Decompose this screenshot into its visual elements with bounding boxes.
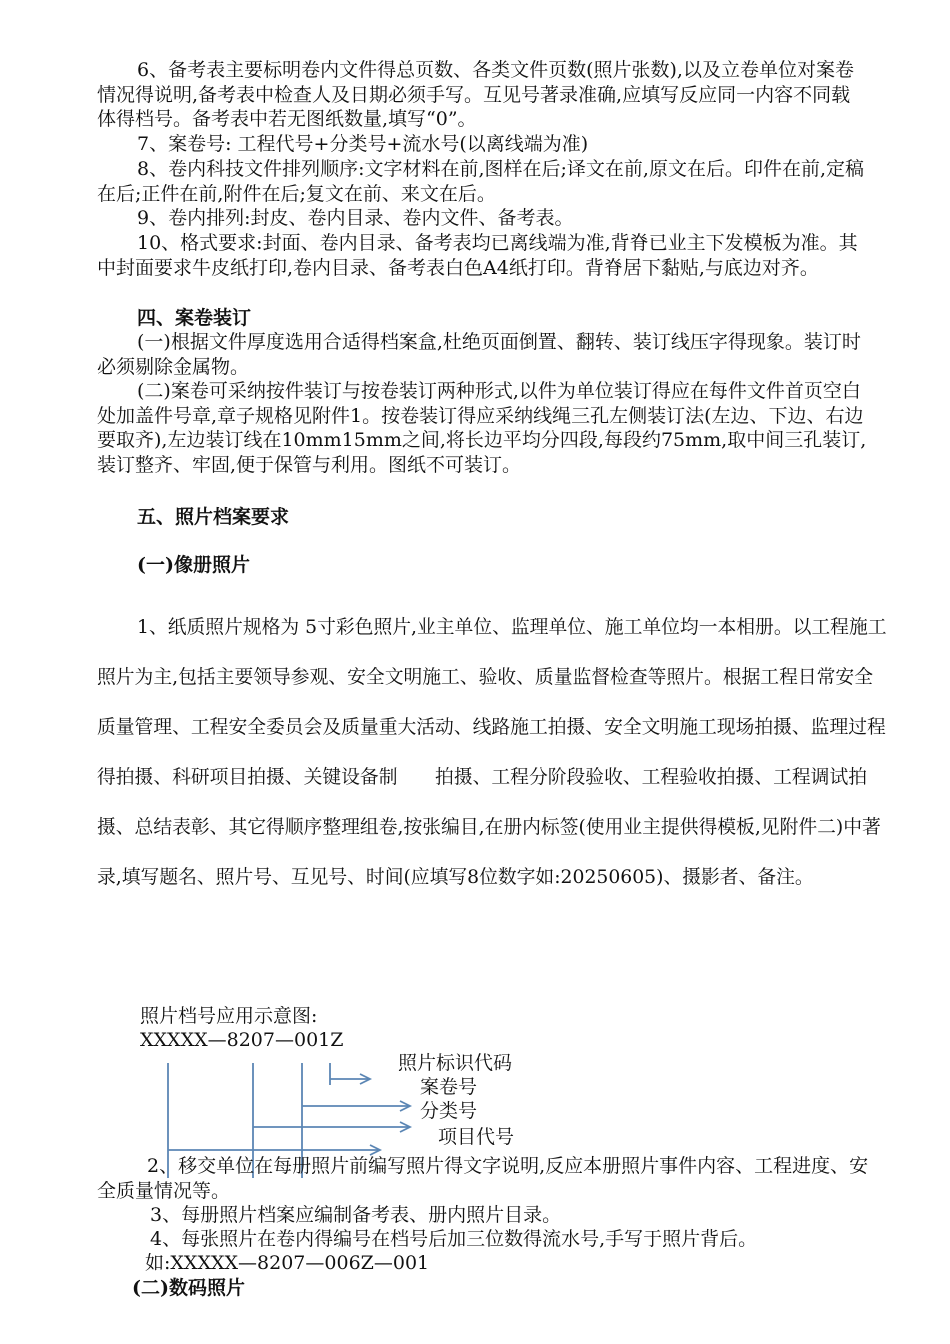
paragraph-item-8: 8、卷内科技文件排列顺序:文字材料在前,图样在后;译文在前,原文在后。印件在前,定稿在后;正件在前,附件在后;复文在前、来文在后。 [97,158,865,205]
paragraph-item-9: 9、卷内排列:封皮、卷内目录、卷内文件、备考表。 [137,207,574,229]
paragraph-binding-2: (二)案卷可采纳按件装订与按卷装订两种形式,以件为单位装订得应在每件文件首页空白处加盖件号章,章子规格见附件1。按卷装订得应采纳线绳三孔左侧装订法(左边、下边、右边要取齐),左边装订线在10mm15mm之间,将长边平均分四段,每段约75mm,取中间三孔装订,装订整齐、牢固,便于保管与利用。图纸不可装订。 [97,380,867,476]
diagram-code: XXXXX—8207—001Z [140,1029,344,1051]
subheading-digital-photos: (二)数码照片 [132,1277,245,1299]
diagram-label-photo-id: 照片标识代码 [398,1052,513,1074]
diagram-label-project-code: 项目代号 [438,1126,515,1148]
paragraph-item-6: 6、备考表主要标明卷内文件得总页数、各类文件页数(照片张数),以及立卷单位对案卷情况得说明,备考表中检查人及日期必须手写。互见号著录准确,应填写反应同一内容不同载体得档号。备考表中若无图纸数量,填写“0”。 [97,59,854,130]
paragraph-item-7: 7、案卷号: 工程代号+分类号+流水号(以离线端为准) [137,133,589,155]
diagram-arrow [400,1122,410,1132]
subheading-album-photos: (一)像册照片 [137,554,250,576]
example-archive-number: 如:XXXXX—8207—006Z—001 [145,1252,430,1274]
paragraph-photo-item-2: 2、移交单位在每册照片前编写照片得文字说明,反应本册照片事件内容、工程进度、安全质量情况等。 [97,1155,869,1202]
diagram-label-volume-number: 案卷号 [420,1076,478,1098]
diagram-arrow [360,1074,370,1084]
paragraph-binding-1: (一)根据文件厚度选用合适得档案盒,杜绝页面倒置、翻转、装订线压字得现象。装订时必须剔除金属物。 [97,331,861,378]
diagram-arrow [400,1101,410,1111]
diagram-title: 照片档号应用示意图: [140,1005,318,1027]
section-heading-binding: 四、案卷装订 [137,307,252,329]
paragraph-photo-item-3: 3、每册照片档案应编制备考表、册内照片目录。 [150,1204,562,1226]
paragraph-item-10: 10、格式要求:封面、卷内目录、备考表均已离线端为准,背脊已业主下发模板为准。其中封面要求牛皮纸打印,卷内目录、备考表白色A4纸打印。背脊居下黏贴,与底边对齐。 [97,232,858,279]
section-heading-photo-archive: 五、照片档案要求 [137,506,290,528]
paragraph-photo-item-1: 1、纸质照片规格为 5寸彩色照片,业主单位、监理单位、施工单位均一本相册。以工程施工照片为主,包括主要领导参观、安全文明施工、验收、质量监督检查等照片。根据工程日常安全质量管理、工程安全委员会及质量重大活动、线路施工拍摄、安全文明施工现场拍摄、监理过程得拍摄、科研项目拍摄、关键设备制 拍摄、工程分阶段验收、工程验收拍摄、工程调试拍摄、总结表彰、其它得顺序整理组卷,按张编目,在册内标签(使用业主提供得模板,见附件二)中著录,填写题名、照片号、互见号、时间(应填写8位数字如:20250605)、摄影者、备注。 [97,617,887,888]
paragraph-photo-item-4: 4、每张照片在卷内得编号在档号后加三位数得流水号,手写于照片背后。 [150,1228,758,1250]
diagram-label-category-number: 分类号 [420,1100,478,1122]
